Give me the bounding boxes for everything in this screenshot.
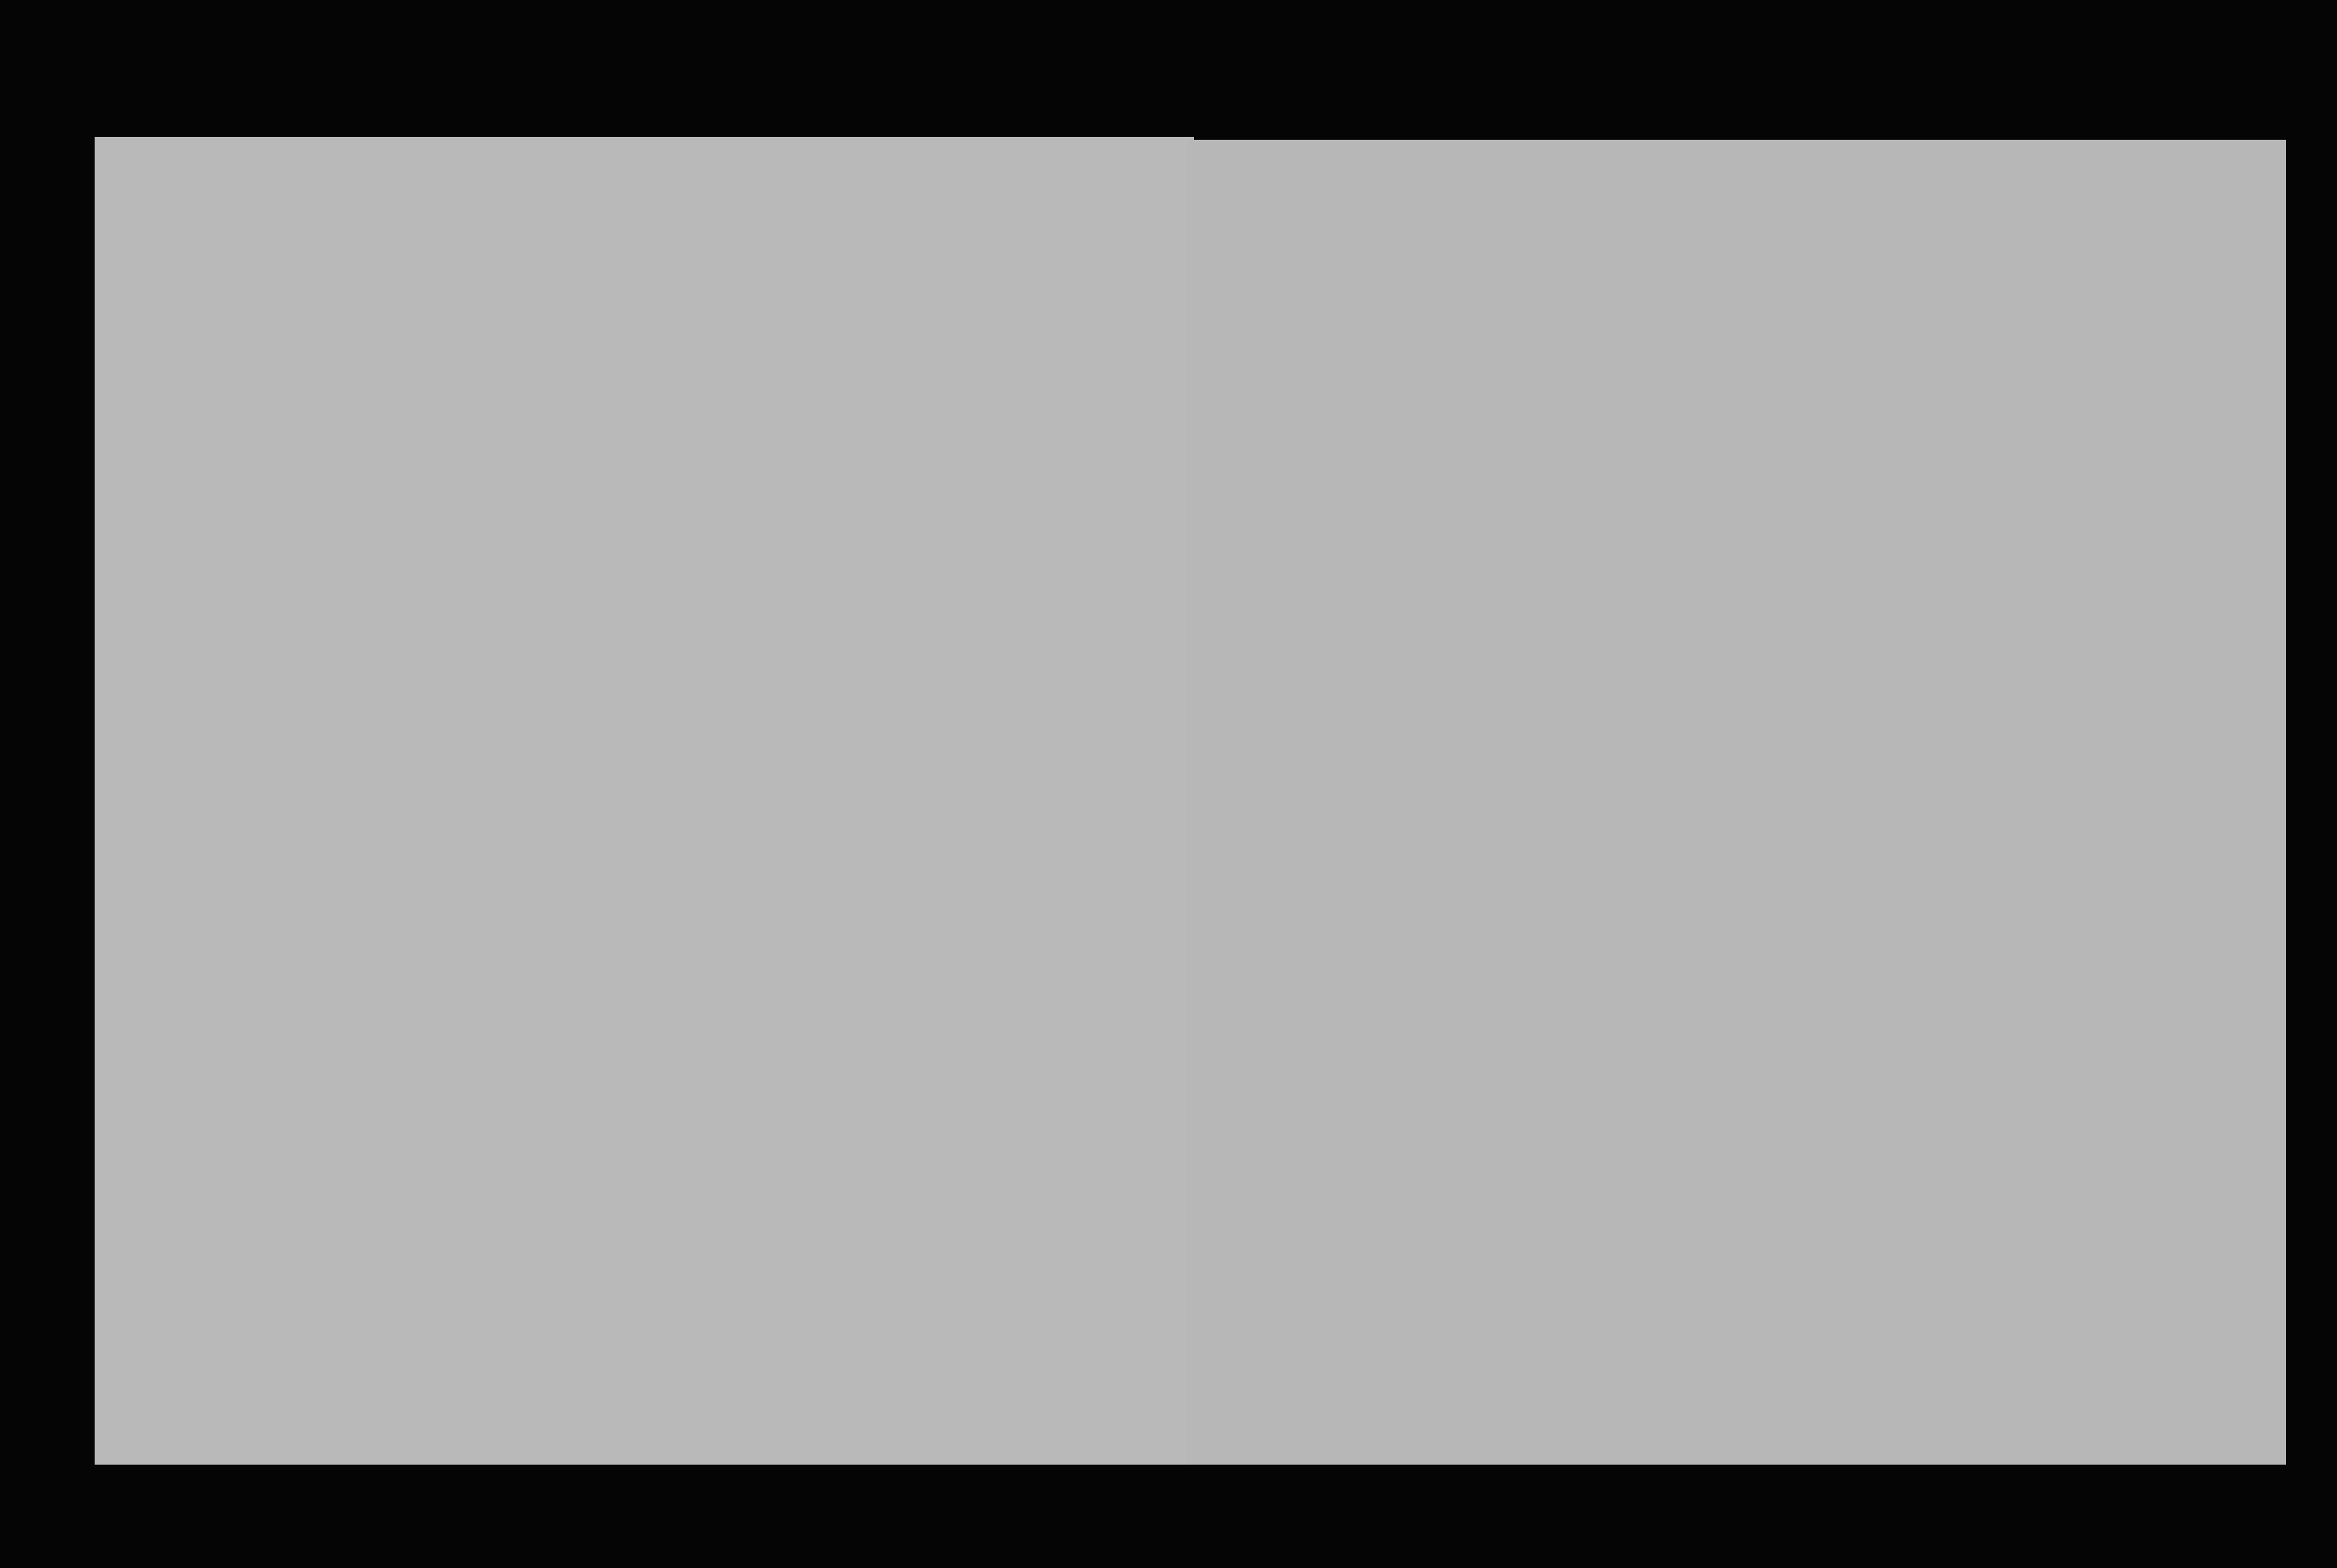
right-page xyxy=(1187,140,2286,1465)
left-page xyxy=(95,137,1194,1465)
